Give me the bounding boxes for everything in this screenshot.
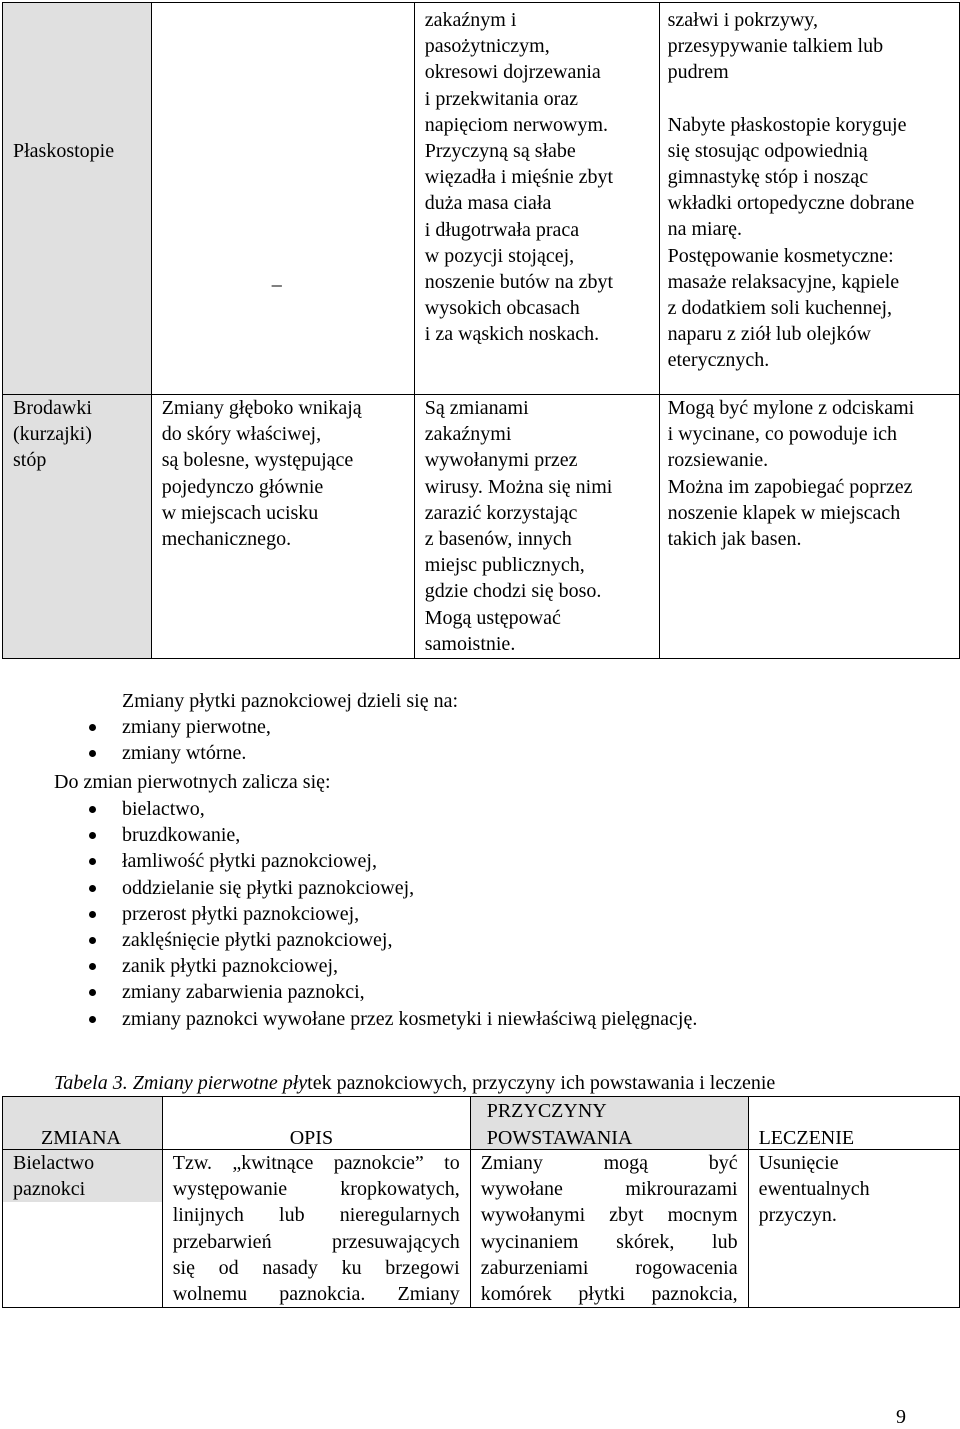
caption-italic: Tabela 3. Zmiany pierwotne pły [54,1072,308,1094]
list-item-text: bielactwo, [122,798,205,820]
primary-changes-intro: Do zmian pierwotnych zalicza się: [54,771,331,793]
text-line: duża masa ciała [424,192,552,215]
text-line: się stosując odpowiednią [667,139,868,162]
list-item-text: łamliwość płytki paznokciowej, [122,850,377,873]
condition-name-cell [3,395,152,659]
text-line: Brodawki [13,397,92,419]
bullet-icon [89,989,96,996]
list-item [122,822,697,848]
text-line: są bolesne, występujące [161,449,354,472]
nail-change-types-list [122,714,271,766]
text-line: stóp [13,449,47,472]
text-line: noszenie klapek w miejscach [667,501,901,524]
text-line: miejsc publicznych, [424,554,585,577]
text-line: i przekwitania oraz [424,87,579,110]
text-line: Postępowanie kosmetyczne: [667,244,894,267]
nail-changes-table [2,1096,960,1308]
list-item-text: zmiany pierwotne, [122,716,271,738]
text-line: zakaźnym i [424,9,517,31]
text-line: i za wąskich noskach. [424,323,600,346]
list-item-text: oddzielanie się płytki paznokciowej, [122,876,415,899]
bullet-icon [89,858,96,865]
bullet-icon [89,750,96,757]
change-name [3,1150,162,1202]
text-line: gdzie chodzi się boso. [424,580,602,603]
foot-conditions-table [2,2,960,659]
header-label: PRZYCZYNY [486,1100,607,1122]
bullet-icon [89,1016,96,1023]
bullet-icon [89,911,96,918]
text-line: przebarwień przesuwających [172,1230,460,1253]
header-przyczyny [470,1097,748,1150]
bullet-icon [89,963,96,970]
table-row [3,3,960,395]
list-item [122,1006,697,1032]
description-cell [162,1150,470,1308]
bullet-icon [89,724,96,731]
bullet-icon [89,832,96,839]
nail-changes-intro: Zmiany płytki paznokciowej dzieli się na: [122,690,459,712]
empty-description-dash: _ [271,267,282,289]
list-item [122,740,271,766]
list-item [122,796,697,822]
list-item [122,714,271,740]
text-line: się od nasady ku brzegowi [172,1256,460,1279]
description-cell [151,3,414,395]
change-cell [3,1150,163,1308]
text-line: Można im zapobiegać poprzez [667,475,913,498]
table-row [3,1150,960,1308]
text-line: eterycznych. [667,349,770,372]
text-line: linijnych lub nieregularnych [172,1204,460,1227]
text-line: Przyczyną są słabe [424,140,576,163]
text-line: Tzw. „kwitnące paznokcie” to [172,1152,460,1174]
treatment-cell [659,395,959,659]
header-label: ZMIANA [41,1126,121,1149]
list-item [122,953,697,979]
text-line: w pozycji stojącej, [424,244,575,267]
causes-cell [470,1150,748,1308]
text-line: takich jak basen. [667,528,802,551]
list-item [122,848,697,874]
text-line: wycinaniem skórek, lub [480,1230,738,1253]
text-line: zarazić korzystając [424,501,578,524]
text-line: wywołanymi zbyt mocnym [480,1204,738,1227]
text-line: na miarę. [667,218,743,241]
text-line: pasożytniczym, [424,35,550,58]
text-line: wolnemu paznokcia. Zmiany [172,1283,460,1306]
text-line: pojedynczo głównie [161,475,324,498]
text-line: gimnastykę stóp i nosząc [667,166,869,189]
text-line: zaburzeniami rogowacenia [480,1256,738,1279]
text-line: naparu z ziół lub olejków [667,323,871,346]
list-item [122,875,697,901]
text-line: (kurzajki) [13,423,92,446]
text-line: wywołane mikrourazami [480,1178,738,1201]
header-label: LECZENIE [758,1126,855,1149]
text-line: w miejscach ucisku [161,501,319,524]
header-opis [162,1097,470,1150]
table-row [3,395,960,659]
text-line: komórek płytki paznokcia, [480,1283,738,1306]
condition-name: Płaskostopie [13,140,115,162]
text-line: wywołanymi przez [424,449,578,472]
description-cell [151,395,414,659]
header-label: OPIS [289,1126,334,1149]
primary-changes-list [122,796,697,1032]
list-item-text: przerost płytki paznokciowej, [122,902,360,925]
text-line: masaże relaksacyjne, kąpiele [667,270,900,293]
text-line: przesypywanie talkiem lub [667,35,884,58]
text-line: z dodatkiem soli kuchennej, [667,297,893,320]
text-line: ewentualnych [758,1178,870,1201]
text-line: Usunięcie [758,1152,839,1174]
text-line: pudrem [667,61,729,84]
caption-normal: tek paznokciowych, przyczyny ich powstawania i leczenie [307,1072,776,1094]
text-line: Mogą ustępować [424,606,561,629]
text-line: do skóry właściwej, [161,423,322,446]
text-line: wirusy. Można się nimi [424,475,613,498]
text-line: Zmiany mogą być [480,1152,738,1174]
list-item-text: zmiany paznokci wywołane przez kosmetyki i niewłaściwą pielęgnację. [122,1007,698,1030]
causes-cell [414,3,659,395]
list-item-text: bruzdkowanie, [122,824,241,847]
text-line: samoistnie. [424,632,516,655]
text-line: Bielactwo [13,1152,95,1174]
header-label: POWSTAWANIA [486,1126,633,1149]
page-number: 9 [896,1406,906,1428]
text-line: noszenie butów na zbyt [424,271,614,294]
causes-cell [414,395,659,659]
list-item-text: zmiany zabarwienia paznokci, [122,981,365,1004]
list-item-text: zaklęśnięcie płytki paznokciowej, [122,929,393,952]
text-line: więzadła i mięśnie zbyt [424,166,614,189]
text-line: wysokich obcasach [424,297,580,320]
text-line: mechanicznego. [161,528,292,551]
text-line: rozsiewanie. [667,449,769,472]
text-line: Mogą być mylone z odciskami [667,397,915,419]
text-line: Nabyte płaskostopie koryguje [667,113,907,136]
text-line: wkładki ortopedyczne dobrane [667,192,915,215]
text-line: szałwi i pokrzywy, [667,9,818,31]
list-item [122,927,697,953]
text-line: z basenów, innych [424,528,572,551]
text-line: napięciom nerwowym. [424,113,609,136]
text-line: przyczyn. [758,1204,837,1227]
condition-name-cell [3,3,152,395]
table-caption [54,1070,775,1096]
list-item [122,901,697,927]
text-line: Zmiany głęboko wnikają [161,397,362,419]
blank-line [668,86,959,112]
text-line: występowanie kropkowatych, [172,1178,460,1201]
bullet-icon [89,937,96,944]
list-item [122,979,697,1005]
header-zmiana [3,1097,163,1150]
list-item-text: zanik płytki paznokciowej, [122,955,339,978]
bullet-icon [89,806,96,813]
text-line: okresowi dojrzewania [424,61,601,84]
treatment-cell [659,3,959,395]
header-leczenie [748,1097,959,1150]
table-header-row [3,1097,960,1150]
text-line: i długotrwała praca [424,218,580,241]
text-line: i wycinane, co powoduje ich [667,423,897,446]
causes-text [425,7,659,348]
bullet-icon [89,885,96,892]
text-line: Są zmianami [424,397,529,419]
treatment-cell [748,1150,959,1308]
list-item-text: zmiany wtórne. [122,742,247,765]
text-line: zakaźnymi [424,423,512,446]
text-line: paznokci [13,1178,86,1201]
